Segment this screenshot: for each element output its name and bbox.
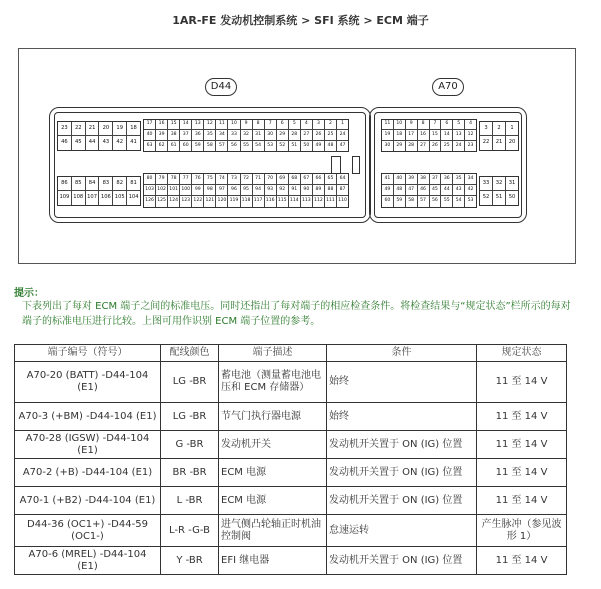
connector-pin: 10	[394, 120, 406, 130]
connector-pin: 9	[241, 120, 253, 130]
connector-pin: 10	[228, 120, 240, 130]
connector-pin: 85	[72, 177, 86, 191]
connector-pin: 58	[204, 141, 216, 151]
table-row	[15, 459, 567, 487]
connector-pin: 46	[418, 185, 430, 196]
connector-pin: 92	[277, 185, 289, 196]
connector-pin: 17	[144, 120, 156, 130]
connector-pin: 52	[277, 141, 289, 151]
connector-pin: 105	[113, 191, 127, 205]
connector-pin: 57	[418, 196, 430, 207]
connector-pin: 59	[192, 141, 204, 151]
cell-standard: 11 至 14 V	[477, 547, 567, 575]
connector-pin: 19	[382, 130, 394, 140]
connector-pin: 71	[253, 174, 265, 185]
connector-pin: 49	[382, 185, 394, 196]
connector-pin: 34	[216, 130, 228, 140]
connector-pin: 84	[86, 177, 100, 191]
connector-pin: 124	[168, 196, 180, 207]
cell-description: EFI 继电器	[219, 547, 327, 575]
connector-pin: 36	[441, 174, 453, 185]
connector-pin: 11	[382, 120, 394, 130]
cell-condition: 发动机开关置于 ON (IG) 位置	[327, 547, 477, 575]
connector-pin: 57	[216, 141, 228, 151]
connector-pin: 5	[289, 120, 301, 130]
cell-condition: 发动机开关置于 ON (IG) 位置	[327, 459, 477, 487]
connector-pin: 115	[277, 196, 289, 207]
cell-condition: 始终	[327, 403, 477, 431]
header-wire-color: 配线颜色	[161, 345, 219, 362]
connector-pin: 16	[418, 130, 430, 140]
connector-pin: 86	[58, 177, 72, 191]
connector-pin: 116	[265, 196, 277, 207]
cell-standard: 11 至 14 V	[477, 487, 567, 515]
connector-pin: 104	[128, 194, 139, 201]
connector-pin: 38	[418, 174, 430, 185]
cell-condition: 始终	[327, 362, 477, 403]
cell-terminal: D44-36 (OC1+) -D44-59 (OC1-)	[15, 515, 161, 547]
connector-pin: 44	[86, 136, 100, 150]
cell-description: 进气侧凸轮轴正时机油控制阀	[219, 515, 327, 547]
connector-pin: 63	[144, 141, 156, 151]
connector-pin: 123	[180, 196, 192, 207]
connector-pin: 109	[58, 191, 72, 205]
connector-pin: 5	[453, 120, 465, 130]
connector-pin: 47	[339, 142, 346, 148]
connector-pin: 45	[430, 185, 442, 196]
connector-pin: 94	[253, 185, 265, 196]
cell-description: 发动机开关	[219, 431, 327, 459]
connector-pin: 126	[144, 196, 156, 207]
cell-standard: 11 至 14 V	[477, 431, 567, 459]
connector-pin: 56	[430, 196, 442, 207]
connector-pin: 31	[253, 130, 265, 140]
connector-pin: 28	[406, 141, 418, 151]
pin-row	[144, 120, 348, 130]
connector-pin: 96	[228, 185, 240, 196]
connector-key	[352, 156, 360, 174]
connector-pin: 3	[480, 122, 493, 136]
connector-pin: 47	[406, 185, 418, 196]
connector-pin: 61	[168, 141, 180, 151]
cell-terminal: A70-6 (MREL) -D44-104 (E1)	[15, 547, 161, 575]
pin-block-a70-main-lower	[381, 173, 477, 208]
connector-pin: 1	[337, 120, 348, 130]
connector-pin: 39	[406, 174, 418, 185]
connector-pin: 122	[192, 196, 204, 207]
connector-pin: 68	[289, 174, 301, 185]
terminal-spec-table	[14, 344, 567, 575]
table-row	[15, 403, 567, 431]
connector-pin: 37	[430, 174, 442, 185]
cell-standard: 产生脉冲（参见波形 1）	[477, 515, 567, 547]
connector-pin: 27	[301, 130, 313, 140]
connector-pin: 73	[228, 174, 240, 185]
cell-wire-color: L -BR	[161, 487, 219, 515]
connector-pin: 2	[325, 120, 337, 130]
pin-block-a70-main-upper	[381, 119, 477, 152]
header-condition: 条件	[327, 345, 477, 362]
cell-condition: 发动机开关置于 ON (IG) 位置	[327, 487, 477, 515]
connector-pin: 70	[265, 174, 277, 185]
connector-pin: 44	[441, 185, 453, 196]
connector-pin: 45	[72, 136, 86, 150]
connector-pin: 58	[406, 196, 418, 207]
pin-row	[382, 141, 476, 151]
connector-pin: 97	[216, 185, 228, 196]
connector-pin: 81	[127, 177, 140, 191]
connector-pin: 103	[144, 185, 156, 196]
connector-pin: 72	[241, 174, 253, 185]
connector-pin: 22	[72, 122, 86, 136]
connector-pin: 114	[289, 196, 301, 207]
connector-label-d44: D44	[205, 78, 237, 96]
connector-pin: 13	[192, 120, 204, 130]
connector-pin: 6	[277, 120, 289, 130]
connector-pin: 7	[430, 120, 442, 130]
cell-terminal: A70-3 (+BM) -D44-104 (E1)	[15, 403, 161, 431]
table-header-row	[15, 345, 567, 362]
connector-pin: 8	[418, 120, 430, 130]
pin-row	[144, 185, 348, 196]
connector-pin: 76	[192, 174, 204, 185]
table-row	[15, 431, 567, 459]
connector-pin: 118	[241, 196, 253, 207]
connector-key	[331, 156, 341, 174]
header-terminal: 端子编号（符号）	[15, 345, 161, 362]
connector-pin: 79	[156, 174, 168, 185]
connector-pin: 69	[277, 174, 289, 185]
connector-pin: 17	[406, 130, 418, 140]
connector-pin: 112	[313, 196, 325, 207]
connector-pin: 31	[506, 177, 518, 191]
cell-terminal: A70-20 (BATT) -D44-104 (E1)	[15, 362, 161, 403]
cell-description: ECM 电源	[219, 487, 327, 515]
connector-pin: 20	[99, 122, 113, 136]
connector-pin: 100	[180, 185, 192, 196]
connector-pin: 125	[156, 196, 168, 207]
connector-pin: 56	[228, 141, 240, 151]
connector-pin: 14	[441, 130, 453, 140]
cell-terminal: A70-1 (+B2) -D44-104 (E1)	[15, 487, 161, 515]
pin-row	[480, 191, 518, 205]
connector-pin: 13	[453, 130, 465, 140]
table-row	[15, 362, 567, 403]
header-standard: 规定状态	[477, 345, 567, 362]
connector-pin: 25	[441, 141, 453, 151]
connector-pin: 23	[58, 122, 72, 136]
connector-pin: 34	[465, 174, 476, 185]
connector-pin: 113	[301, 196, 313, 207]
connector-pin: 42	[465, 185, 476, 196]
connector-pin: 3	[313, 120, 325, 130]
connector-pin: 35	[453, 174, 465, 185]
pin-row	[382, 174, 476, 185]
connector-pin: 80	[144, 174, 156, 185]
connector-pin: 108	[72, 191, 86, 205]
connector-pin: 83	[99, 177, 113, 191]
connector-pin: 21	[493, 136, 506, 150]
cell-standard: 11 至 14 V	[477, 403, 567, 431]
connector-pin: 60	[382, 196, 394, 207]
connector-pin: 39	[156, 130, 168, 140]
connector-pin: 60	[180, 141, 192, 151]
connector-pin: 50	[301, 141, 313, 151]
table-row	[15, 487, 567, 515]
pin-row	[144, 174, 348, 185]
connector-pin: 24	[337, 130, 348, 140]
connector-pin: 26	[430, 141, 442, 151]
connector-pin: 62	[156, 141, 168, 151]
connector-pin: 32	[241, 130, 253, 140]
cell-standard: 11 至 14 V	[477, 362, 567, 403]
connector-pin: 6	[441, 120, 453, 130]
pin-row	[382, 130, 476, 140]
cell-wire-color: BR -BR	[161, 459, 219, 487]
pin-block-d44-small-upper	[57, 121, 141, 151]
connector-pin: 18	[394, 130, 406, 140]
connector-pin: 53	[467, 198, 474, 204]
connector-pin: 102	[156, 185, 168, 196]
connector-pin: 64	[337, 174, 348, 185]
pin-block-a70-small-upper	[479, 121, 519, 151]
connector-pin: 26	[313, 130, 325, 140]
connector-pin: 93	[265, 185, 277, 196]
connector-pin: 50	[508, 194, 516, 201]
connector-pin: 22	[480, 136, 493, 150]
connector-pin: 119	[228, 196, 240, 207]
connector-pin: 4	[465, 120, 476, 130]
hint-label: 提示：	[14, 288, 44, 299]
pin-row	[382, 185, 476, 196]
connector-pin: 66	[313, 174, 325, 185]
connector-pin: 4	[301, 120, 313, 130]
connector-pin: 8	[253, 120, 265, 130]
connector-pin: 117	[253, 196, 265, 207]
connector-pin: 12	[204, 120, 216, 130]
connector-pin: 54	[253, 141, 265, 151]
header-description: 端子描述	[219, 345, 327, 362]
connector-pin: 48	[394, 185, 406, 196]
connector-pin: 49	[313, 141, 325, 151]
cell-condition: 发动机开关置于 ON (IG) 位置	[327, 431, 477, 459]
connector-pin: 88	[325, 185, 337, 196]
connector-pin: 78	[168, 174, 180, 185]
connector-pin: 40	[394, 174, 406, 185]
pin-row	[480, 136, 518, 150]
connector-pin: 75	[204, 174, 216, 185]
pin-row	[480, 177, 518, 191]
connector-pin: 41	[382, 174, 394, 185]
connector-pin: 121	[204, 196, 216, 207]
connector-pin: 99	[192, 185, 204, 196]
connector-pin: 46	[58, 136, 72, 150]
hint-text: 下表列出了每对 ECM 端子之间的标准电压。同时还指出了每对端子的相应检查条件。将检查结果与“规定状态”栏所示的每对端子的标准电压进行比较。上图可用作识别 ECM 端子位置的参考。	[22, 301, 571, 327]
pin-row	[144, 130, 348, 140]
connector-pin: 18	[127, 122, 140, 136]
connector-pin: 91	[289, 185, 301, 196]
connector-pin: 2	[493, 122, 506, 136]
pin-row	[58, 177, 140, 191]
cell-condition: 怠速运转	[327, 515, 477, 547]
cell-wire-color: Y -BR	[161, 547, 219, 575]
connector-pin: 55	[441, 196, 453, 207]
pin-row	[480, 122, 518, 136]
connector-pin: 111	[325, 196, 337, 207]
connector-label-a70: A70	[432, 78, 464, 96]
connector-pin: 20	[508, 139, 516, 146]
pin-block-d44-main-lower	[143, 173, 349, 208]
connector-pin: 67	[301, 174, 313, 185]
pin-row	[58, 136, 140, 150]
connector-pin: 19	[113, 122, 127, 136]
pin-block-a70-small-lower	[479, 176, 519, 206]
connector-pin: 55	[241, 141, 253, 151]
connector-pin: 7	[265, 120, 277, 130]
connector-pin: 106	[99, 191, 113, 205]
connector-pin: 89	[313, 185, 325, 196]
connector-pin: 52	[480, 191, 493, 205]
connector-pin: 15	[430, 130, 442, 140]
connector-pin: 35	[204, 130, 216, 140]
connector-pin: 40	[144, 130, 156, 140]
cell-terminal: A70-28 (IGSW) -D44-104 (E1)	[15, 431, 161, 459]
connector-pin: 36	[192, 130, 204, 140]
pin-row	[144, 196, 348, 207]
cell-wire-color: G -BR	[161, 431, 219, 459]
connector-pin: 29	[277, 130, 289, 140]
connector-pin: 15	[168, 120, 180, 130]
cell-standard: 11 至 14 V	[477, 459, 567, 487]
connector-pin: 51	[493, 191, 506, 205]
connector-pin: 30	[265, 130, 277, 140]
connector-pin: 24	[453, 141, 465, 151]
pin-row	[58, 122, 140, 136]
connector-pin: 54	[453, 196, 465, 207]
pin-row	[58, 191, 140, 205]
pin-row	[144, 141, 348, 151]
table-row	[15, 515, 567, 547]
cell-description: ECM 电源	[219, 459, 327, 487]
connector-pin: 82	[113, 177, 127, 191]
connector-pin: 11	[216, 120, 228, 130]
connector-pin: 59	[394, 196, 406, 207]
connector-pin: 1	[506, 122, 518, 136]
cell-wire-color: LG -BR	[161, 403, 219, 431]
connector-pin: 23	[467, 142, 474, 148]
connector-pin: 90	[301, 185, 313, 196]
connector-pin: 110	[338, 198, 347, 204]
pin-row	[382, 120, 476, 130]
connector-pin: 33	[228, 130, 240, 140]
connector-pin: 98	[204, 185, 216, 196]
connector-pin: 101	[168, 185, 180, 196]
connector-pin: 42	[113, 136, 127, 150]
connector-pin: 25	[325, 130, 337, 140]
cell-description: 蓄电池（测量蓄电池电压和 ECM 存储器）	[219, 362, 327, 403]
ecm-connector-diagram	[18, 48, 576, 264]
pin-block-d44-main-upper	[143, 119, 349, 152]
connector-pin: 27	[418, 141, 430, 151]
connector-pin: 53	[265, 141, 277, 151]
connector-pin: 9	[406, 120, 418, 130]
connector-pin: 37	[180, 130, 192, 140]
cell-description: 节气门执行器电源	[219, 403, 327, 431]
connector-pin: 87	[337, 185, 348, 196]
connector-pin: 28	[289, 130, 301, 140]
connector-pin: 120	[216, 196, 228, 207]
connector-pin: 77	[180, 174, 192, 185]
cell-wire-color: L-R -G-B	[161, 515, 219, 547]
connector-pin: 33	[480, 177, 493, 191]
connector-pin: 21	[86, 122, 100, 136]
connector-pin: 51	[289, 141, 301, 151]
connector-pin: 107	[86, 191, 100, 205]
connector-pin: 32	[493, 177, 506, 191]
page-title: 1AR-FE 发动机控制系统 > SFI 系统 > ECM 端子	[172, 14, 429, 27]
connector-pin: 65	[325, 174, 337, 185]
cell-wire-color: LG -BR	[161, 362, 219, 403]
connector-pin: 43	[453, 185, 465, 196]
connector-pin: 43	[99, 136, 113, 150]
connector-pin: 95	[241, 185, 253, 196]
connector-pin: 48	[325, 141, 337, 151]
connector-pin: 29	[394, 141, 406, 151]
connector-pin: 38	[168, 130, 180, 140]
cell-terminal: A70-2 (+B) -D44-104 (E1)	[15, 459, 161, 487]
connector-pin: 14	[180, 120, 192, 130]
connector-pin: 74	[216, 174, 228, 185]
pin-block-d44-small-lower	[57, 176, 141, 206]
connector-pin: 41	[130, 139, 137, 146]
table-row	[15, 547, 567, 575]
connector-pin: 30	[382, 141, 394, 151]
connector-pin: 12	[465, 130, 476, 140]
pin-row	[382, 196, 476, 207]
connector-pin: 16	[156, 120, 168, 130]
